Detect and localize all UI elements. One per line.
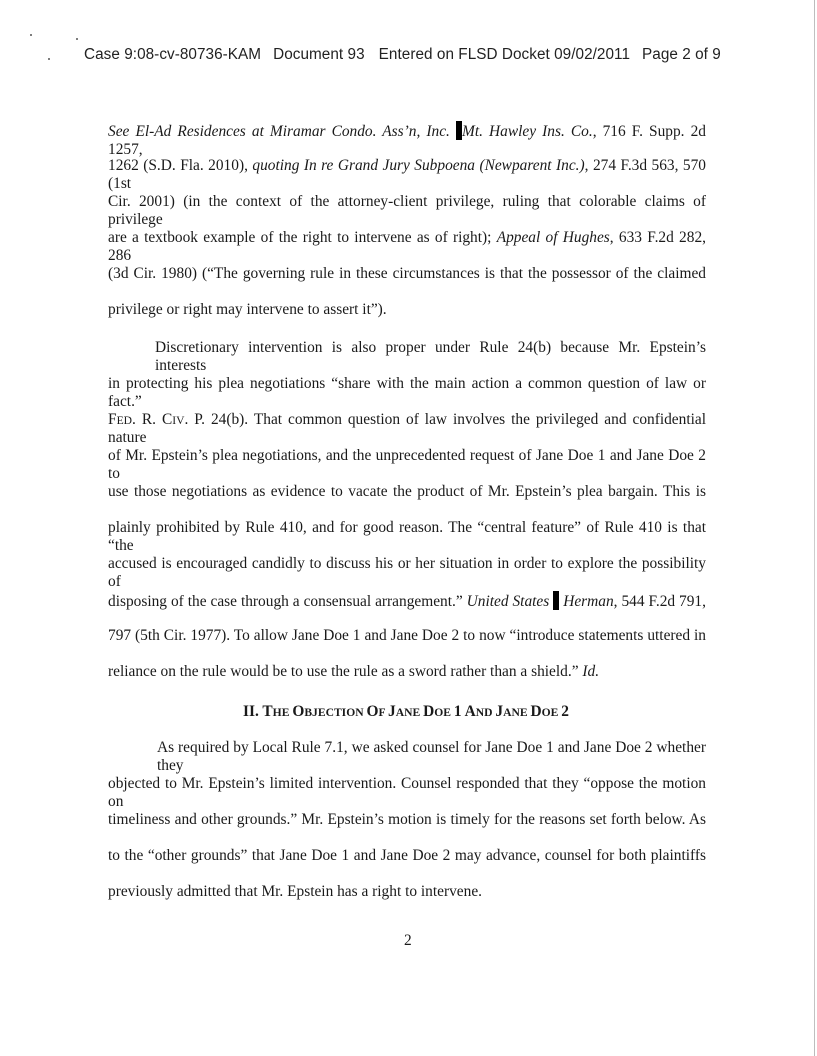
small-caps-rest: IV bbox=[172, 414, 185, 427]
citation-text: , 544 F.2d 791, bbox=[613, 593, 706, 610]
paragraph3-line3: timeliness and other grounds.” Mr. Epstein’s motion is timely for the reasons set forth below. As bbox=[108, 811, 706, 828]
small-caps-rest: ED bbox=[116, 414, 133, 427]
paragraph2-line4: of Mr. Epstein’s plea negotiations, and the unprecedented request of Jane Doe 1 and Jane Doe 2 to bbox=[108, 447, 706, 482]
document-number: Document 93 bbox=[273, 46, 365, 63]
paragraph2-line6: plainly prohibited by Rule 410, and for good reason. The “central feature” of Rule 410 is that “the bbox=[108, 519, 706, 554]
docket-entry: Entered on FLSD Docket 09/02/2011 bbox=[378, 46, 631, 63]
citation-text: . P. 24(b). That common question of law involves the privileged and confidential nature bbox=[108, 411, 706, 446]
citation-text: , 716 F. Supp. 2d 1257, bbox=[108, 123, 707, 158]
paragraph1-line6: privilege or right may intervene to assert it”). bbox=[108, 301, 387, 318]
citation-text: reliance on the rule would be to use the rule as a sword rather than a shield.” bbox=[108, 663, 583, 680]
citation-text: 1262 (S.D. Fla. 2010), bbox=[108, 157, 253, 174]
page-number: 2 bbox=[404, 932, 412, 949]
heading-initial: O bbox=[292, 703, 305, 720]
page-indicator: Page 2 of 9 bbox=[642, 46, 721, 63]
case-cite-italic: Herman bbox=[563, 593, 614, 610]
paragraph3-line4: to the “other grounds” that Jane Doe 1 and Jane Doe 2 may advance, counsel for both plaintiffs bbox=[108, 847, 706, 864]
paragraph1-line4 bbox=[108, 229, 706, 265]
heading-number: 1 bbox=[453, 703, 465, 720]
section-heading bbox=[243, 703, 569, 721]
scan-speck bbox=[48, 58, 50, 60]
heading-initial: T bbox=[262, 703, 273, 720]
paragraph2-line2: in protecting his plea negotiations “share with the main action a common question of law or fact.” bbox=[108, 375, 706, 410]
heading-rest: BJECTION bbox=[304, 706, 367, 719]
paragraph2-line10 bbox=[108, 663, 599, 681]
scan-edge bbox=[814, 0, 815, 1056]
citation-text: . R. bbox=[132, 411, 162, 428]
heading-rest: ND bbox=[475, 706, 496, 719]
docket-header bbox=[84, 46, 721, 64]
small-caps-initial: C bbox=[161, 411, 173, 428]
paragraph2-line8 bbox=[108, 591, 706, 611]
case-cite-italic: See El-Ad Residences at Miramar Condo. Ass’n, Inc. bbox=[108, 123, 450, 140]
paragraph3-line1: As required by Local Rule 7.1, we asked counsel for Jane Doe 1 and Jane Doe 2 whether they bbox=[157, 739, 706, 774]
paragraph2-line3 bbox=[108, 411, 706, 447]
paragraph1-line2 bbox=[108, 157, 706, 193]
case-number: Case 9:08-cv-80736-KAM bbox=[84, 46, 262, 63]
heading-initial: J bbox=[388, 703, 396, 720]
case-cite-italic: quoting In re Grand Jury Subpoena (Newparent Inc.) bbox=[252, 157, 585, 174]
heading-initial: D bbox=[530, 703, 542, 720]
heading-initial: A bbox=[464, 703, 476, 720]
heading-initial: J bbox=[495, 703, 504, 720]
citation-text: are a textbook example of the right to intervene as of right); bbox=[108, 229, 497, 246]
paragraph1-line5: (3d Cir. 1980) (“The governing rule in these circumstances is that the possessor of the claimed bbox=[108, 265, 706, 282]
heading-initial: O bbox=[366, 703, 379, 720]
paragraph3-line2: objected to Mr. Epstein’s limited intervention. Counsel responded that they “oppose the motion on bbox=[108, 775, 706, 810]
scan-speck bbox=[30, 34, 32, 36]
small-caps-initial: F bbox=[108, 411, 117, 428]
redaction-bar bbox=[553, 591, 559, 610]
paragraph1-line1 bbox=[108, 121, 706, 159]
heading-rest: ANE bbox=[503, 706, 531, 719]
heading-rest: HE bbox=[272, 706, 293, 719]
citation-text: disposing of the case through a consensual arrangement.” bbox=[108, 593, 467, 610]
scan-speck bbox=[76, 38, 78, 40]
case-cite-italic: Appeal of Hughes bbox=[496, 229, 610, 246]
case-cite-italic: United States bbox=[466, 593, 550, 610]
case-cite-italic: Id. bbox=[582, 663, 600, 680]
heading-number: 2 bbox=[561, 703, 569, 720]
heading-number: II. bbox=[243, 703, 263, 720]
citation-text: , 274 F.3d 563, 570 (1st bbox=[108, 157, 706, 192]
heading-rest: ANE bbox=[395, 706, 424, 719]
paragraph2-line7: accused is encouraged candidly to discuss his or her situation in order to explore the possibility of bbox=[108, 555, 706, 590]
paragraph3-line5: previously admitted that Mr. Epstein has a right to intervene. bbox=[108, 883, 482, 900]
paragraph2-line9: 797 (5th Cir. 1977). To allow Jane Doe 1 and Jane Doe 2 to now “introduce statements uttered in bbox=[108, 627, 706, 644]
paragraph2-line1: Discretionary intervention is also proper under Rule 24(b) because Mr. Epstein’s interests bbox=[155, 339, 706, 374]
heading-rest: F bbox=[378, 706, 389, 719]
citation-text: , 633 F.2d 282, 286 bbox=[108, 229, 706, 264]
heading-initial: D bbox=[423, 703, 435, 720]
heading-rest: OE bbox=[541, 706, 562, 719]
heading-rest: OE bbox=[434, 706, 454, 719]
paragraph1-line3: Cir. 2001) (in the context of the attorney-client privilege, ruling that colorable claims of privilege bbox=[108, 193, 706, 228]
case-cite-italic: Mt. Hawley Ins. Co. bbox=[462, 123, 593, 140]
paragraph2-line5: use those negotiations as evidence to vacate the product of Mr. Epstein’s plea bargain. This is bbox=[108, 483, 706, 500]
